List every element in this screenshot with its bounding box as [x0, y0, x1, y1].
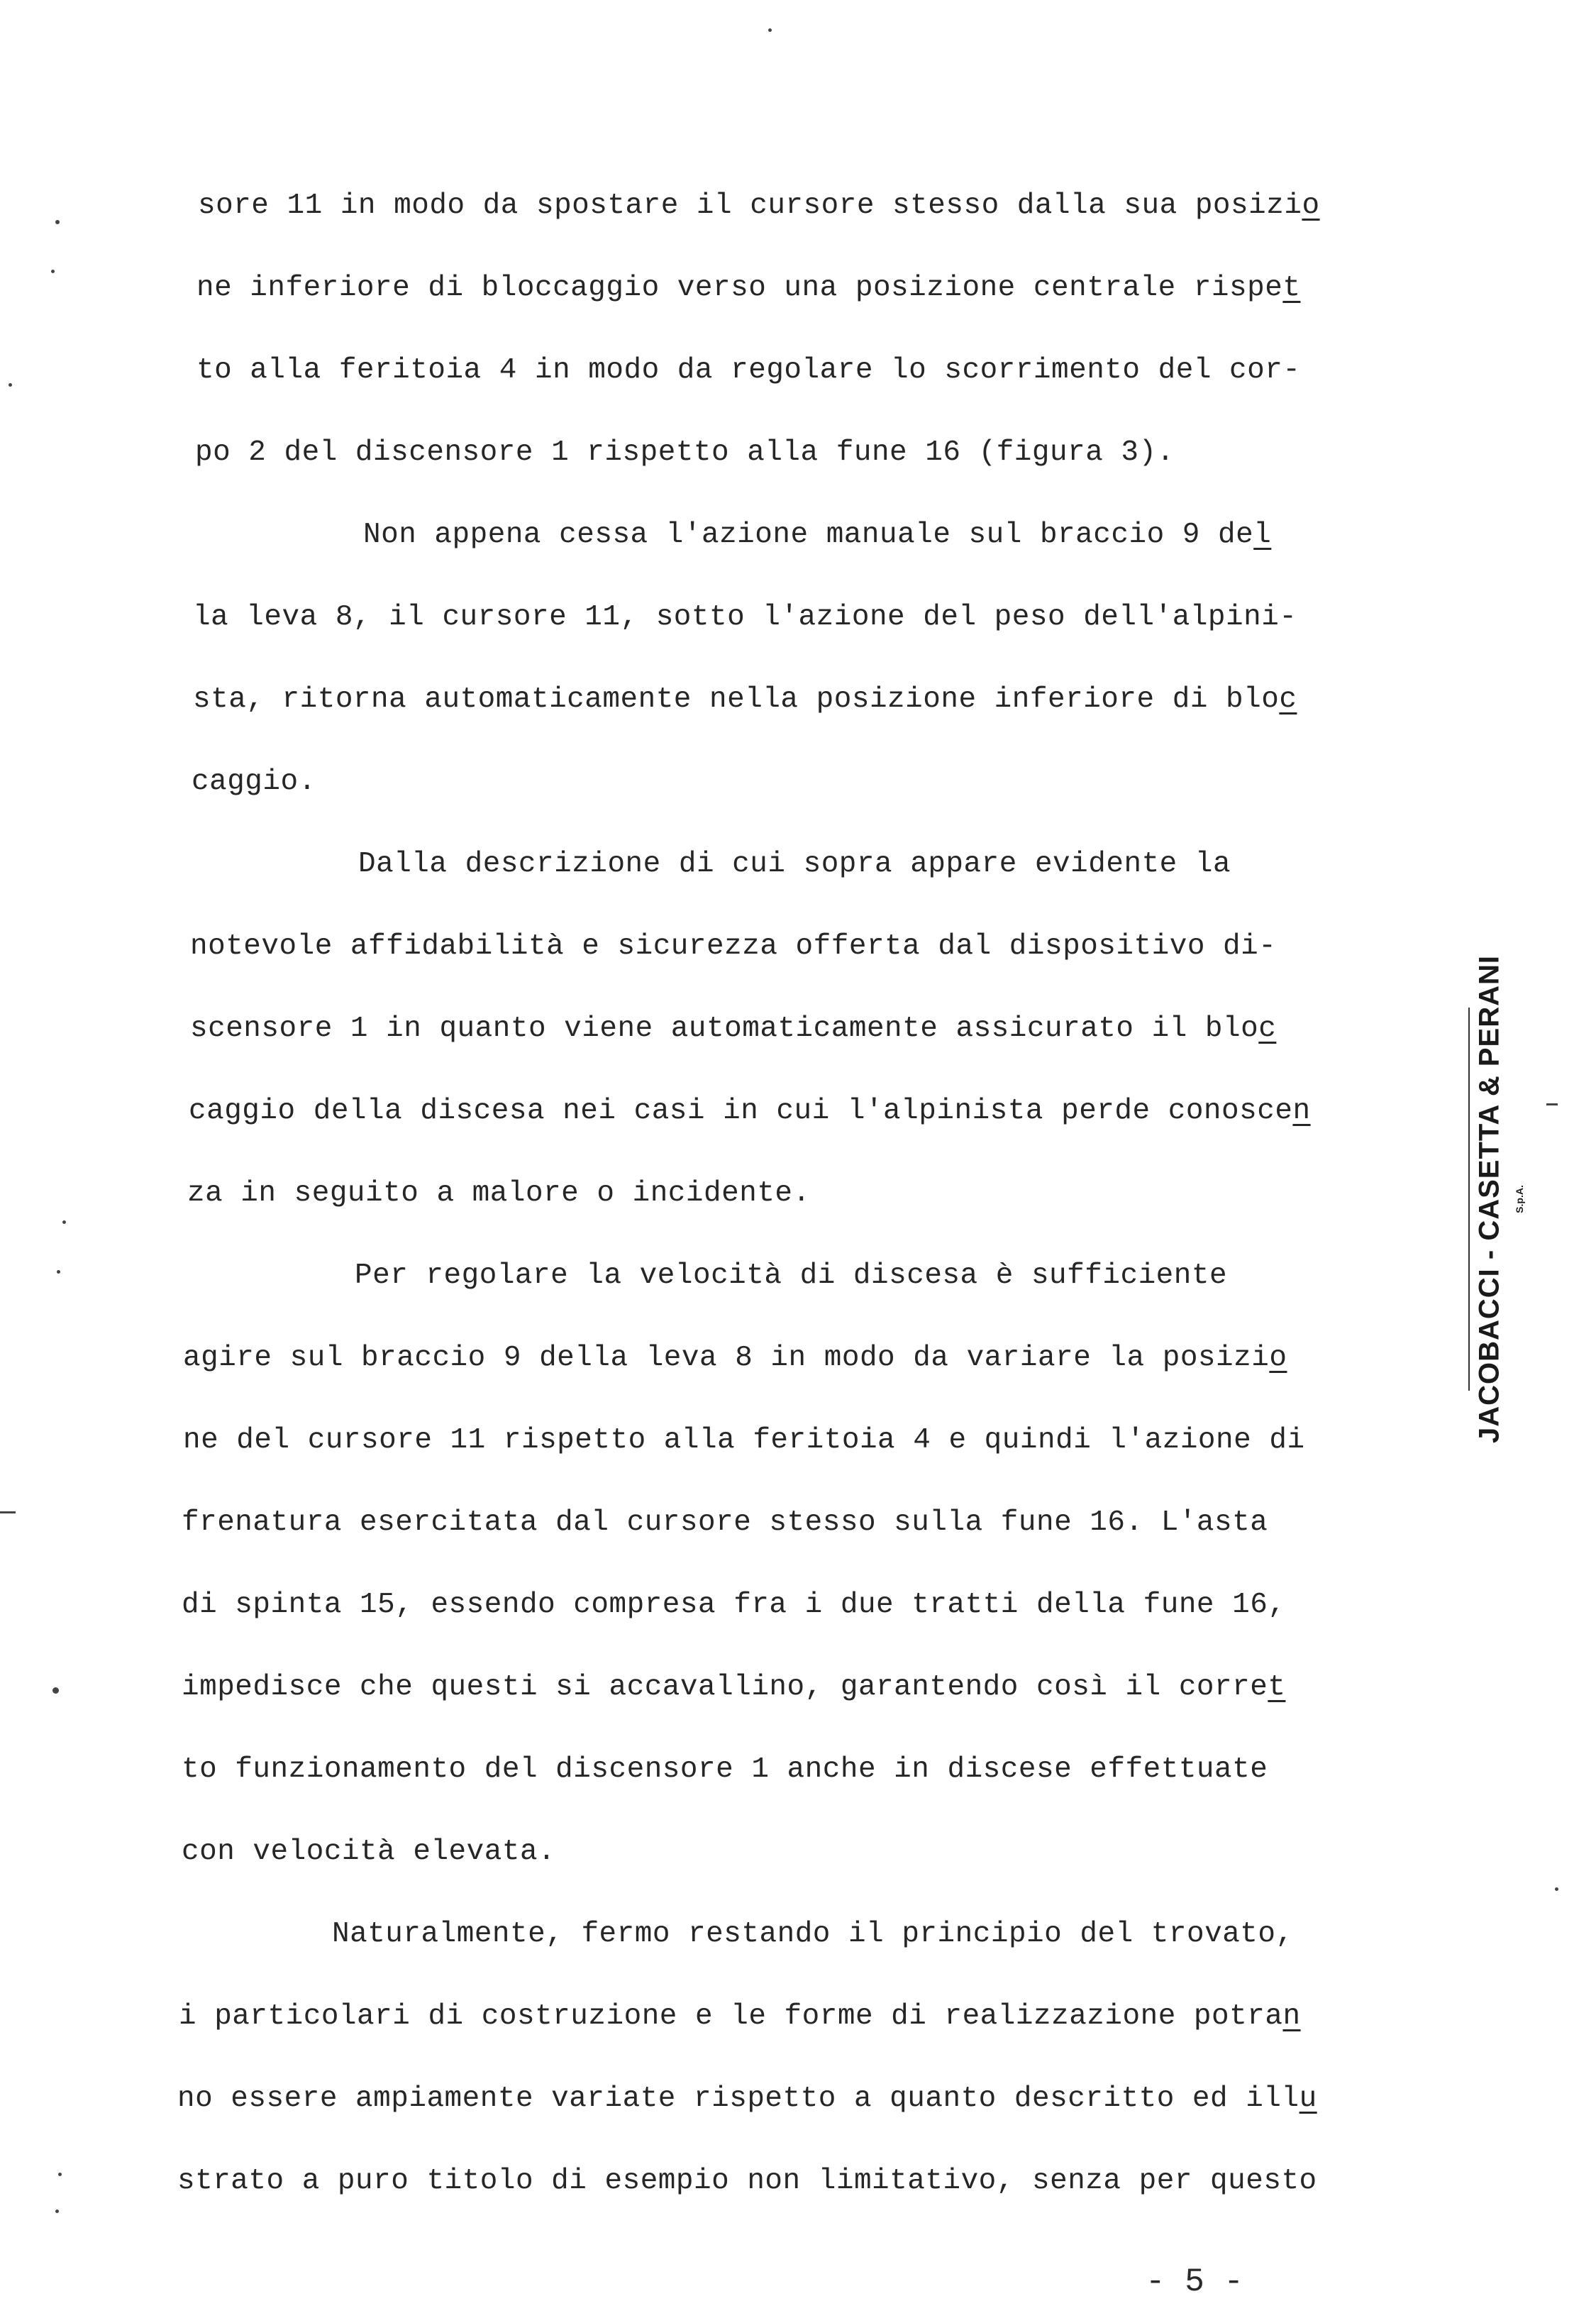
text-line-1: sore 11 in modo da spostare il cursore stesso dalla sua posizio — [198, 189, 1320, 222]
scan-speck — [51, 270, 55, 273]
text-line-10: notevole affidabilità e sicurezza offerta dal dispositivo di- — [190, 930, 1277, 963]
text-line-14: Per regolare la velocità di discesa è sufficiente — [355, 1259, 1228, 1292]
scan-speck — [9, 383, 12, 387]
scan-speck — [1555, 1887, 1558, 1891]
scan-speck — [52, 1687, 59, 1694]
scan-speck — [58, 2173, 62, 2176]
scan-speck — [62, 1220, 66, 1224]
text-line-16: ne del cursore 11 rispetto alla feritoia 4 e quindi l'azione di — [183, 1424, 1305, 1457]
text-line-3: to alla feritoia 4 in modo da regolare lo scorrimento del cor- — [196, 354, 1301, 387]
stamp-text: JACOBACCI - CASETTA & PERANI — [1473, 954, 1505, 1444]
scan-speck — [55, 220, 60, 224]
text-line-23: i particolari di costruzione e le forme di realizzazione potran — [179, 2000, 1301, 2033]
stamp-subtext: S.p.A. — [1514, 1185, 1525, 1213]
text-line-12: caggio della discesa nei casi in cui l'alpinista perde conoscen — [189, 1095, 1311, 1127]
text-line-4: po 2 del discensore 1 rispetto alla fune 16 (figura 3). — [195, 436, 1175, 469]
scan-dash — [1546, 1103, 1558, 1105]
text-line-22: Naturalmente, fermo restando il principio del trovato, — [332, 1918, 1294, 1951]
scan-speck — [57, 1270, 60, 1274]
scan-dash — [0, 1511, 16, 1513]
scan-speck — [55, 2210, 59, 2213]
text-line-17: frenatura esercitata dal cursore stesso sulla fune 16. L'asta — [182, 1506, 1268, 1539]
text-line-7: sta, ritorna automaticamente nella posizione inferiore di bloc — [193, 683, 1297, 716]
page-number: - 5 - — [1146, 2263, 1244, 2300]
text-line-25: strato a puro titolo di esempio non limitativo, senza per questo — [177, 2165, 1317, 2197]
text-line-13: za in seguito a malore o incidente. — [187, 1177, 811, 1210]
text-line-5: Non appena cessa l'azione manuale sul braccio 9 del — [363, 519, 1272, 551]
text-line-8: caggio. — [192, 766, 316, 798]
text-line-18: di spinta 15, essendo compresa fra i due tratti della fune 16, — [182, 1589, 1286, 1621]
law-firm-stamp — [1461, 954, 1525, 1444]
text-line-19: impedisce che questi si accavallino, garantendo così il corret — [182, 1671, 1286, 1704]
text-line-15: agire sul braccio 9 della leva 8 in modo da variare la posizio — [183, 1342, 1287, 1374]
text-line-20: to funzionamento del discensore 1 anche in discese effettuate — [182, 1753, 1268, 1786]
text-line-24: no essere ampiamente variate rispetto a quanto descritto ed illu — [177, 2082, 1317, 2115]
text-line-11: scensore 1 in quanto viene automaticamente assicurato il bloc — [190, 1013, 1277, 1045]
scan-speck — [768, 28, 772, 32]
text-line-21: con velocità elevata. — [182, 1836, 556, 1868]
text-line-9: Dalla descrizione di cui sopra appare evidente la — [358, 848, 1231, 881]
text-line-2: ne inferiore di bloccaggio verso una posizione centrale rispet — [196, 272, 1301, 304]
text-line-6: la leva 8, il cursore 11, sotto l'azione del peso dell'alpini- — [193, 601, 1297, 634]
stamp-rule — [1468, 1008, 1470, 1391]
